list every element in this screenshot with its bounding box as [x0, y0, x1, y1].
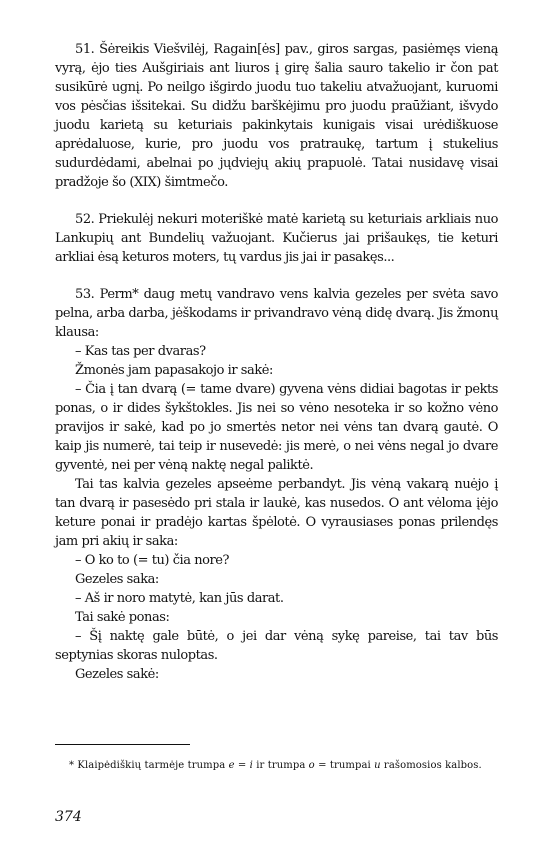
dialogue-line: – Šį naktę gale būtė, o jei dar vėną sykę pareise, tai tav būs septynias skoras nuloptas.	[55, 629, 498, 663]
dialogue-line: – Kas tas per dvaras?	[75, 344, 206, 359]
footnote-marker: *	[69, 760, 75, 771]
dialogue-line: – O ko to (= tu) čia nore?	[75, 553, 230, 568]
footnote-text: Klaipėdiškių tarmėje trumpa	[77, 760, 229, 771]
footnote-rule	[55, 744, 190, 745]
footnote-text: =	[234, 760, 250, 771]
narration-line: Žmonės jam papasakojo ir sakė:	[75, 363, 273, 378]
main-text	[55, 40, 498, 684]
paragraph-53: 53. Perm* daug metų vandravo vens kalvia gezeles per svėta savo pelna, arba darba, jėškodams ir privandravo vėną didę dvarą. Jis žmonų klausa:	[55, 287, 498, 340]
footnote-symbol-i: i	[249, 760, 253, 771]
dialogue-line: – Aš ir noro matytė, kan jūs darat.	[75, 591, 284, 606]
footnote-symbol-u: u	[374, 760, 381, 771]
footnote-text: rašomosios kalbos.	[380, 760, 482, 771]
paragraph-51: 51. Šėreikis Viešvilėj, Ragain[ės] pav., giros sargas, pasiėmęs vieną vyrą, ėjo ties Aušgiriais ant liuros į girę šalia sauro takelio ir čon pat susikūrė ugnį. Po neilgo išgirdo juodu tuo takeliu atvažuojant, kuruomi vos pėsčias išsitekai. Su didžu barškėjimu pro juodu praūžiant, išvydo juodu karietą su keturiais pakinkytais kunigais visai urėdiškuose aprėdaluose, kurie, pro juodu vos pratraukę, tartum į stukelius sudurdėdami, abelnai po jųdviejų akių prapuolė. Tatai nusidavę visai pradžoje šo (XIX) šimtmečo.	[55, 42, 498, 190]
paragraph-52: 52. Priekulėj nekuri moteriškė matė karietą su keturiais arkliais nuo Lankupių ant Bundelių važuojant. Kučierus jai prišaukęs, tie keturi arkliai ėsą keturos moters, tų vardus jis jai ir pasakęs...	[55, 212, 498, 265]
narration-line: Tai sakė ponas:	[75, 610, 170, 625]
footnote-text: = trumpai	[314, 760, 375, 771]
footnote-text: ir trumpa	[252, 760, 309, 771]
narration-line: Gezeles saka:	[75, 572, 159, 587]
page-number: 374	[55, 809, 82, 825]
footnote-symbol-e: e	[228, 760, 235, 771]
narration-line: Gezeles sakė:	[75, 667, 159, 682]
footnote	[55, 758, 498, 774]
dialogue-line: – Čia į tan dvarą (= tame dvare) gyvena vėns didiai bagotas ir pekts ponas, o ir dides šykštokles. Jis nei so vėno nesoteka ir so kožno vėno pravijos ir sakė, kad po jo smertės netor nei vėns tan dvarą gautė. O kaip jis numerė, tai teip ir nusevedė: jis merė, o nei vėns negal jo dvare gyventė, nei per vėną naktę negal paliktė.	[55, 382, 498, 473]
narration-paragraph: Tai tas kalvia gezeles apseėme perbandyt. Jis vėną vakarą nuėjo į tan dvarą ir pasesėdo pri stala ir laukė, kas nusedos. O ant vėloma įėjo keture ponai ir pradėjo kartas špėlotė. O vyrausiases ponas prilendęs jam pri akių ir saka:	[55, 477, 498, 549]
footnote-symbol-o: o	[308, 760, 315, 771]
